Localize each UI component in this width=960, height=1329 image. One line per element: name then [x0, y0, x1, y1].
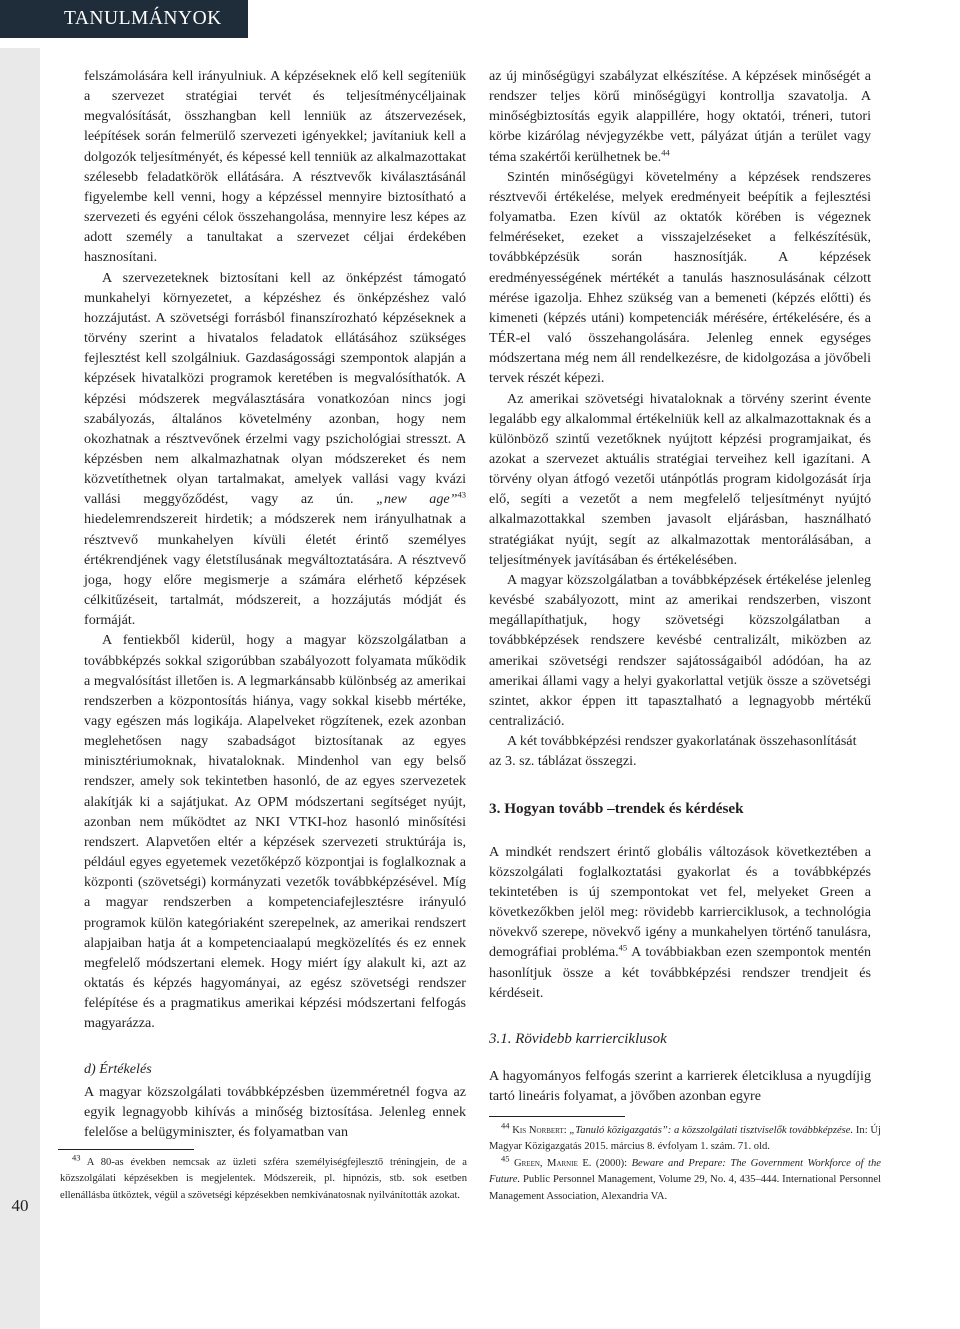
footnote-ref-44[interactable]: 44 — [661, 146, 670, 157]
footnote-44: $^{44}$ Kis Norbert: „Tanuló közigazgatás”: a közszolgálati tisztviselők továbbképzése. In: Új Magyar Közigazgatás 2015. március 8. évfolyam 1. szám. 71. old. — [489, 1120, 881, 1153]
footnote-45: $^{45}$ Green, Marnie E. (2000): Beware and Prepare: The Government Workforce of the Future. Public Personnel Management, Volume 29, No. 4, 435–444. International Personnel Management Association, Alexandria VA. — [489, 1153, 881, 1202]
right-paragraph-4: A magyar közszolgálatban a továbbképzések értékelése jelenleg kevésbé szabályozott, mint az amerikai rendszerben, viszont megállapíthatjuk, hogy szövetségi közszolgálatban a továbbképzések rendszere kevésbé centralizált, miközben az amerikai szövetségi rendszer sajátosságaiból adódóan, ha az amerikai állami vagy a helyi gyakorlattal vetjük össze a szövetségi szintet, akkor éppen itt tapasztalható a legnagyobb mértékű centralizáció. — [489, 571, 871, 729]
left-paragraph-2: A szervezeteknek biztosítani kell az önképzést támogató munkahelyi környezetet, a képzéshez és önképzéshez való hozzájutást. A szövetségi forrásból finanszírozható képzéseknek a törvény szerint a hivatalos feladatok ellátásához szükséges fejlesztést kell szolgálniuk. Gazdaságossági szempontok alapján a képzések hivatalközi programok keretében is megvalósíthatók. A képzési módszerek megválasztására vonatkozóan nincs jogi szabályozás, általános követelmény azonban, hogy nem okozhatnak a résztvevőnek érzelmi vagy pszichológiai stresszt. A képzésben nem alkalmazhatnak olyan módszereket és nem közvetíthetnek olyan tartalmakat, amelyek vallási vagy kvázi vallási meggyőződést, vagy az ún. „new age”$^{43}$ hiedelemrendszereit hirdetik; a módszerek nem irányulhatnak a résztvevő munkahelyen kívüli életét érintő személyes értékrendjének vagy életstílusának megváltoztatására. A résztvevő joga, hogy előre megismerje a számára elérhető képzések célkitűzéseit, tartalmát, módszereit, a hozzájutás módját és formáját. — [84, 269, 466, 629]
footnote-43: $^{43}$ A 80-as években nemcsak az üzleti szféra személyiségfejlesztő tréningjein, de a közszolgálati képzésekben is megjelentek. Módszereik, pl. hipnózis, stb. sok esetben ellenállásba ütköztek, végül a szövetségi képzésekben nemkívánatosnak nyilvánították azokat. — [60, 1152, 467, 1201]
page-number: 40 — [11, 1196, 29, 1215]
left-column — [84, 66, 466, 1142]
right-column — [489, 66, 871, 1106]
section-heading-3: 3. Hogyan tovább –trendek és kérdések — [489, 800, 744, 818]
subsection-heading-3-1: 3.1. Rövidebb karrierciklusok — [489, 1030, 667, 1047]
left-paragraph-4: A magyar közszolgálati továbbképzésben üzemméretnél fogva az egyik legnagyobb kihívás a minőség biztosítása. Jelenleg ennek felelőse a belügyminiszter, és folyamatban van — [84, 1083, 466, 1140]
footnote-44-author: Kis Norbert — [512, 1125, 564, 1136]
left-paragraph-1: felszámolására kell irányulniuk. A képzéseknek elő kell segíteniük a szervezet stratégiai tervét és teljesítménycéljainak megvalósítását, összhangban kell lenniük az átszervezések, leépítések során felmerülő szervezeti igényekkel; javítaniuk kell a dolgozók teljesítményét, és képessé kell tenniük az alkalmazottakat szélesebb feladatkörök ellátására. A résztvevők kiválasztásánál figyelembe kell venni, hogy a képzéssel mennyire biztosítható a szervezeti és egyéni célok összehangolása, mennyire lesz képes az adott személy a tanultakat a szervezet céljai érdekében hasznosítani. — [84, 68, 466, 266]
right-paragraph-5: A két továbbképzési rendszer gyakorlatának összehasonlítását az 3. sz. táblázat összegzi. — [489, 733, 857, 770]
footnote-45-author: Green, Marnie E. — [513, 1157, 592, 1169]
footnote-ref-45[interactable]: 45 — [618, 942, 628, 953]
side-band — [0, 48, 40, 1329]
section-label: TANULMÁNYOK — [64, 8, 222, 29]
right-paragraph-2: Szintén minőségügyi követelmény a képzések rendszeres résztvevői értékelése, melyek eredményeit beépítik a fejlesztési folyamatba. Ezen kívül az oktatók körében is végeznek felméréseket, ezeket a visszajelzéseket a felkészítésük, továbbképzésük során hasznosítják. A képzések eredményességének mértékét a tanulás hasznosulásának célzott mérése igazolja. Ehhez szükség van a bemeneti (képzés előtti) és kimeneti (képzés utáni) kompetenciák mérésére, értékelésére, és a TÉR-el való összehangolására. Jelenleg ennek egységes módszertana még nem áll rendelkezésre, de kidolgozása a jövőbeli tervek részét képezi. — [489, 168, 871, 387]
new-age-term: „new age” — [376, 491, 458, 508]
footnote-ref-43[interactable]: 43 — [457, 489, 466, 500]
footnotes-right — [489, 1120, 881, 1205]
footnote-divider-left — [58, 1149, 194, 1150]
right-paragraph-3: Az amerikai szövetségi hivataloknak a törvény szerint évente legalább egy alkalommal értékelniük kell az alkalmazottaknak és a különböző szintű vezetőknek nyújtott képzési programjaikat, és azokat a szervezet aktuális stratégiai terveihez kell igazítani. A törvény olyan átfogó vezetői utánpótlás program kidolgozását írja elő, segíti a vezetőt a nem megfelelő teljesítményt nyújtó alkalmazottakkal szemben javasolt eljárásban, használható stratégiákat nyújt, segít az alkalmazottak mentorálásában, a teljesítmények javításában és értékelésében. — [489, 390, 871, 568]
right-paragraph-7: A hagyományos felfogás szerint a karrierek életciklusa a nyugdíjig tartó lineáris folyamat, a jövőben azonban egyre — [489, 1068, 871, 1105]
subheading-ertekeles: d) Értékelés — [84, 1060, 152, 1077]
left-paragraph-3: A fentiekből kiderül, hogy a magyar közszolgálatban a továbbképzés sokkal szigorúbban szabályozott folyamata működik a megvalósítást illetően is. A legmarkánsabb különbség az amerikai rendszerben a központosítás hiánya, vagy sokkal kisebb mértéke, vagy egészen más logikája. Alapelveket rögzítenek, ezek azonban meglehetősen nagy szabadságot biztosítanak az egyes minisztériumoknak, hivataloknak. Mindenhol van egy belső rendszer, amely sok tekintetben hasonló, de az egyes szervezetek alakítják ki a sajátjukat. Az OPM módszertani segítséget nyújt, azonban nem működtet az NKI VTKI-hoz hasonló minősítési rendszert. Alapvetően eltér a képzések szervezeti struktúrája is, például egyes egyetemek vezetőképző központjai is foglalkoznak a központi (szövetségi) kormányzati vezetők továbbképzésével. Míg a magyar rendszerben a kompetenciafejlesztésre irányuló programok külön kategóriaként szerepelnek, az amerikai rendszert alapjaiban hatja át a kompetenciaalapú megközelítés és ez ennek megfelelő módszertani elemek. Hogy miért így alakult ki, azt az oktatás és képzés hagyományai, az egész szövetségi rendszer felépítése és a pragmatikus amerikai képzési módszertani felfogás magyarázza. — [84, 632, 466, 1032]
right-paragraph-1: az új minőségügyi szabályzat elkészítése. A képzések minőségét a rendszer teljes körű minőségügyi kontrollja szavatolja. A minőségbiztosítás egyik alappillére, hogy oktatói, tréneri, tutori körbe kizárólag névjegyzékbe vett, pályázat útján a terület vagy téma szakértői kerülhetnek be.$^{44}$ — [489, 68, 871, 165]
right-paragraph-6: A mindkét rendszert érintő globális változások következtében a közszolgálati foglalkoztatási gyakorlat és a továbbképzés tekintetében is új szempontokat vet fel, melyeket Green a következőkben jelöl meg: rövidebb karrierciklusok, a technológia növekvő szerepe, növekvő igény a munkahelyen történő tanulásra, demográfiai probléma.$^{45}$ A továbbiakban ezen szempontok mentén hasonlítjuk össze a két továbbképzési rendszer trendjeit és kérdéseit. — [489, 843, 871, 1001]
header-band — [0, 0, 248, 38]
footnote-divider-right — [489, 1116, 625, 1117]
